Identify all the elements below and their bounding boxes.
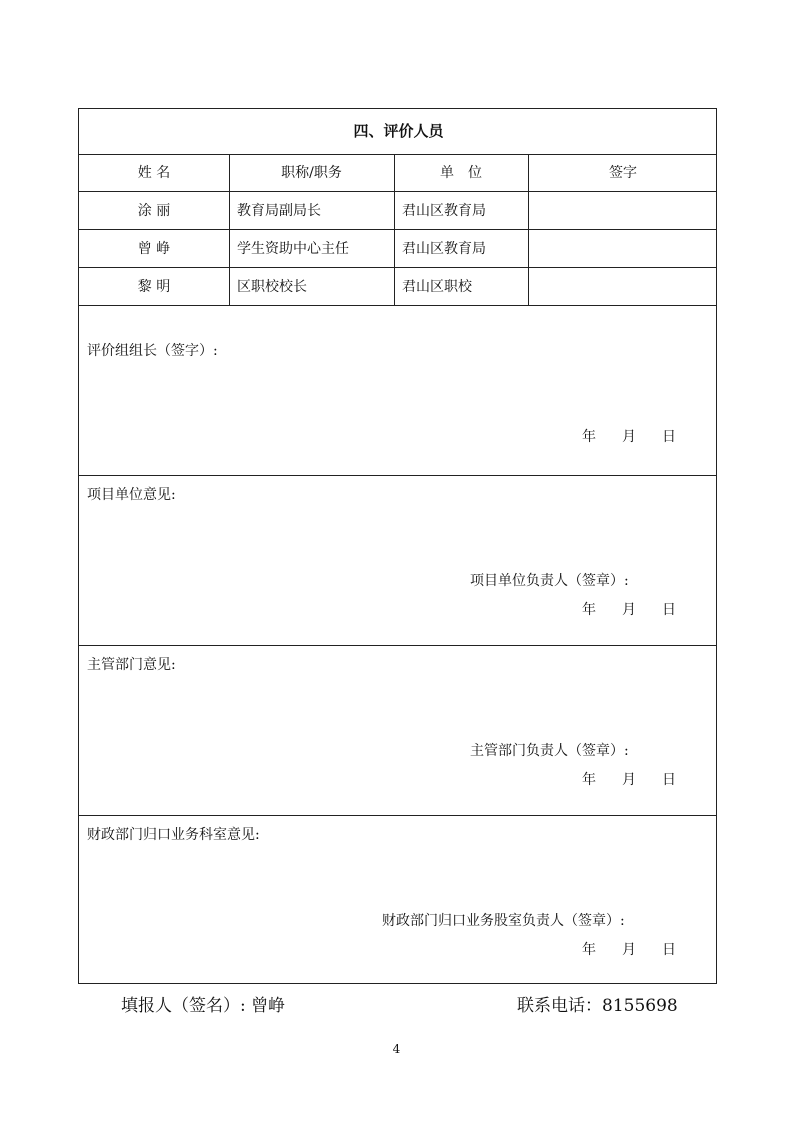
divider (79, 475, 716, 476)
supervisor-signer: 主管部门负责人（签章）: (470, 743, 629, 759)
project-unit-date-month: 月 (622, 602, 636, 618)
row-1-title: 教育局副局长 (237, 203, 321, 219)
evaluation-form (78, 108, 717, 984)
finance-date-month: 月 (622, 942, 636, 958)
row-3-unit: 君山区职校 (402, 279, 472, 295)
row-1-name: 涂 丽 (137, 203, 171, 219)
contact-phone: 联系电话：8155698 (517, 996, 678, 1016)
header-name: 姓 名 (137, 165, 171, 181)
row-3-name: 黎 明 (137, 279, 171, 295)
row-3-title: 区职校校长 (237, 279, 307, 295)
section-title: 四、评价人员 (353, 122, 444, 140)
header-title: 职称/职务 (281, 165, 342, 181)
finance-date-day: 日 (662, 942, 676, 958)
row-2-title: 学生资助中心主任 (237, 241, 349, 257)
row-2-name: 曾 峥 (137, 241, 171, 257)
divider (79, 191, 716, 192)
supervisor-date-year: 年 (582, 772, 596, 788)
leader-date-day: 日 (662, 429, 676, 445)
supervisor-date-month: 月 (622, 772, 636, 788)
divider (79, 154, 716, 155)
divider (79, 815, 716, 816)
filler-signature: 填报人（签名）: 曾峥 (121, 996, 286, 1016)
finance-label: 财政部门归口业务科室意见: (87, 827, 260, 843)
divider (79, 645, 716, 646)
divider (79, 267, 716, 268)
header-unit: 单 位 (440, 165, 482, 181)
row-2-unit: 君山区教育局 (402, 241, 486, 257)
finance-date-year: 年 (582, 942, 596, 958)
header-signature: 签字 (609, 165, 637, 181)
row-1-unit: 君山区教育局 (402, 203, 486, 219)
project-unit-label: 项目单位意见: (87, 487, 176, 503)
finance-signer: 财政部门归口业务股室负责人（签章）: (382, 913, 625, 929)
leader-label: 评价组组长（签字）: (87, 343, 218, 359)
leader-date-year: 年 (582, 429, 596, 445)
project-unit-signer: 项目单位负责人（签章）: (470, 573, 629, 589)
page-number: 4 (392, 1042, 401, 1056)
leader-date-month: 月 (622, 429, 636, 445)
project-unit-date-year: 年 (582, 602, 596, 618)
supervisor-date-day: 日 (662, 772, 676, 788)
divider (79, 305, 716, 306)
project-unit-date-day: 日 (662, 602, 676, 618)
divider (79, 229, 716, 230)
supervisor-label: 主管部门意见: (87, 657, 176, 673)
